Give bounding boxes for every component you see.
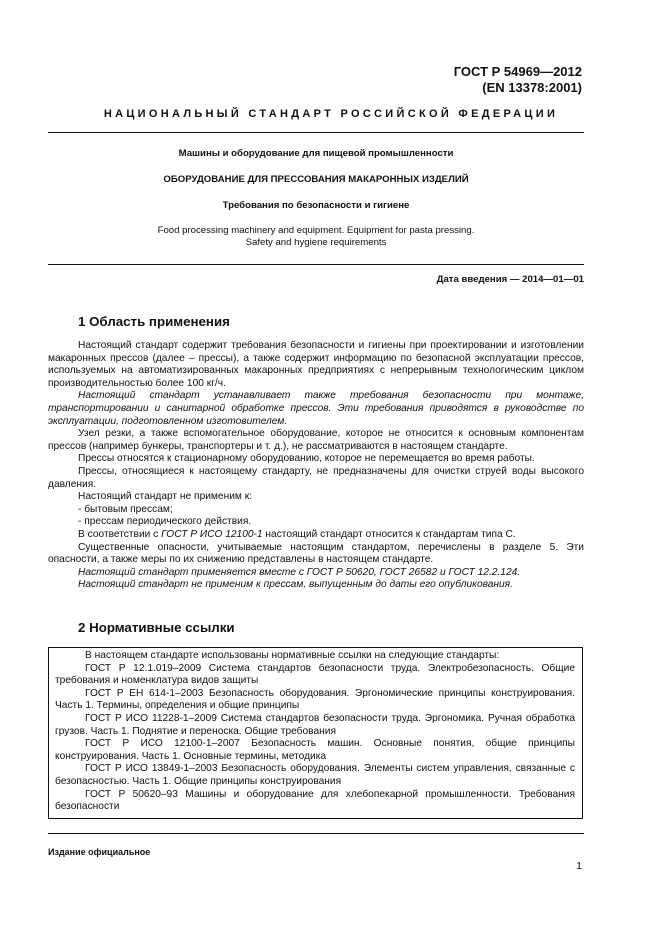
paragraph: Настоящий стандарт содержит требования безопасности и гигиены при проектировании и изготовлении макаронных прессов (далее – прессы), а также содержит информацию по безопасной эксплуатации прессов, используемых на автоматизированных макаронных предприятиях с непрерывным технологическим циклом производительностью более 100 кг/ч. (48, 340, 584, 389)
standard-code: ГОСТ Р 54969—2012 (453, 64, 582, 79)
paragraph: Существенные опасности, учитываемые настоящим стандартом, перечислены в разделе 5. Эти опасности, а также меры по их снижению представлены в настоящем стандарте. (48, 541, 584, 566)
paragraph: Узел резки, а также вспомогательное оборудование, которое не относится к основным компонентам прессов (например бункеры, транспортеры и т. д.), не рассматриваются в настоящем стандарте. (48, 428, 584, 452)
category-title: Машины и оборудование для пищевой промышленности (178, 148, 454, 159)
section-1-heading: 1 Область применения (78, 314, 230, 329)
paragraph: Настоящий стандарт устанавливает также требования безопасности при монтаже, транспортировании и санитарной обработке прессов. Эти требования приводятся в руководстве по эксплуатации, подготовленном изготовителем. (48, 390, 584, 427)
en-code: (EN 13378:2001) (482, 80, 582, 95)
main-title: ОБОРУДОВАНИЕ ДЛЯ ПРЕССОВАНИЯ МАКАРОННЫХ ИЗДЕЛИЙ (163, 174, 469, 185)
top-divider (48, 132, 584, 133)
paragraph: Настоящий стандарт не применим к прессам, выпущенным до даты его опубликования. (78, 579, 513, 591)
paragraph: В соответствии с ГОСТ Р ИСО 12100-1 настоящий стандарт относится к стандартам типа С. (78, 528, 516, 540)
reference-item: ГОСТ Р 12.1.019–2009 Система стандартов безопасности труда. Электробезопасность. Общие требования и номенклатура видов защиты (55, 662, 575, 687)
section-2-heading: 2 Нормативные ссылки (78, 620, 235, 635)
english-title-line-2: Safety and hygiene requirements (245, 237, 387, 248)
list-item: - прессам периодического действия. (78, 516, 252, 528)
referenced-standard: ГОСТ Р ИСО 12100-1 (161, 528, 263, 540)
edition-label: Издание официальное (48, 847, 151, 857)
introduction-date: Дата введения — 2014—01—01 (436, 274, 584, 285)
reference-item: ГОСТ Р ИСО 11228-1–2009 Система стандартов безопасности труда. Эргономика. Ручная обработка грузов. Часть 1. Поднятие и переноска. Общие требования (55, 712, 575, 737)
standard-code-block (454, 64, 582, 96)
footer-divider (48, 833, 584, 834)
national-standard-title: НАЦИОНАЛЬНЫЙ СТАНДАРТ РОССИЙСКОЙ ФЕДЕРАЦИИ (103, 108, 559, 120)
list-item: - бытовым прессам; (78, 503, 173, 515)
section-1-body (48, 340, 584, 592)
reference-item: ГОСТ Р ИСО 12100-1–2007 Безопасность машин. Основные понятия, общие принципы конструирования. Часть 1. Основные термины, методика (55, 738, 575, 762)
page-number: 1 (576, 860, 582, 872)
title-divider (48, 264, 584, 265)
english-title-line-1: Food processing machinery and equipment. Equipment for pasta pressing. (157, 225, 475, 236)
subtitle: Требования по безопасности и гигиене (222, 200, 410, 211)
reference-intro: В настоящем стандарте использованы нормативные ссылки на следующие стандарты: (85, 650, 500, 661)
reference-item: ГОСТ Р ИСО 13849-1–2003 Безопасность оборудования. Элементы систем управления, связанные с безопасностью. Часть 1. Общие принципы конструирования (55, 763, 575, 787)
normative-references-box (48, 647, 583, 819)
paragraph: Настоящий стандарт применяется вместе с ГОСТ Р 50620, ГОСТ 26582 и ГОСТ 12.2.124. (78, 566, 521, 578)
normative-references-list (55, 650, 575, 814)
paragraph: Прессы относятся к стационарному оборудованию, которое не перемещается во время работы. (78, 453, 535, 465)
reference-item: ГОСТ Р ЕН 614-1–2003 Безопасность оборудования. Эргономические принципы конструирования. Часть 1. Термины, определения и общие принципы (55, 687, 575, 712)
paragraph: Прессы, относящиеся к настоящему стандарту, не предназначены для очистки струей воды высокого давления. (48, 465, 584, 490)
paragraph: Настоящий стандарт не применим к: (78, 491, 253, 503)
reference-item: ГОСТ Р 50620–93 Машины и оборудование для хлебопекарной промышленности. Требования безопасности (55, 788, 575, 813)
